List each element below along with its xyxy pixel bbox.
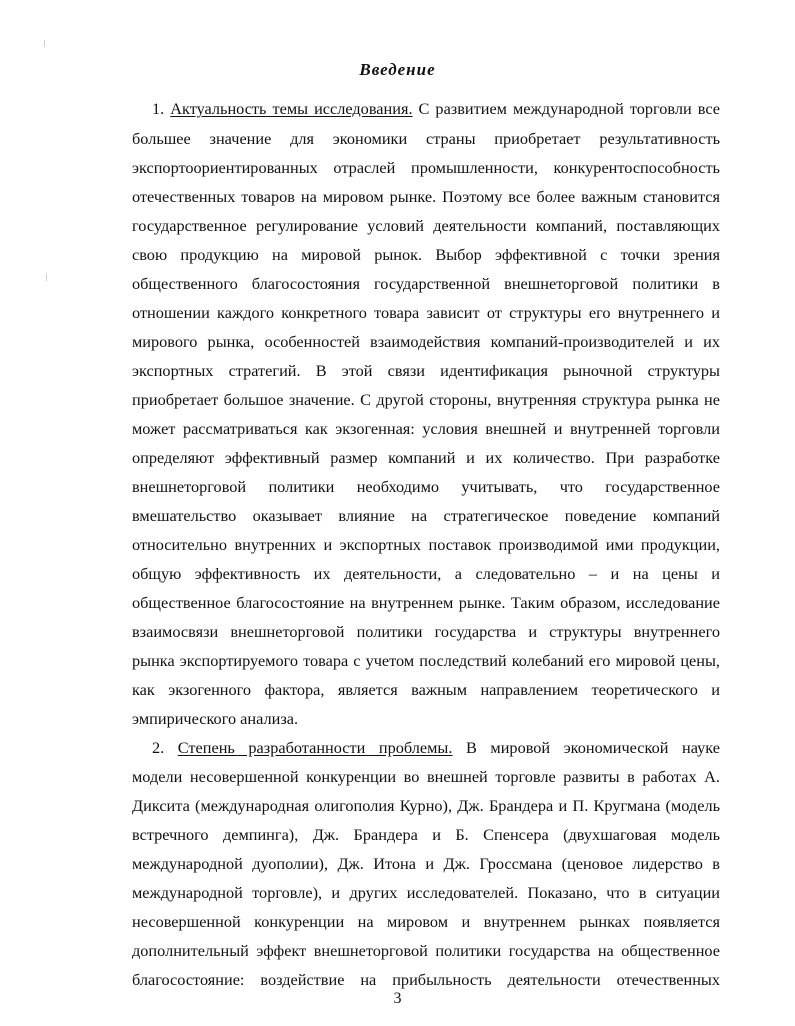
paragraph-line: встречного демпинга), Дж. Брандера и Б. Спенсера (двухшаговая модель (132, 825, 720, 844)
paragraph-line: как экзогенного фактора, является важным направлением теоретического и (132, 680, 720, 699)
paragraph-line: рынка экспортируемого товара с учетом последствий колебаний его мировой цены, (132, 651, 720, 670)
paragraph-line: международной дуополии), Дж. Итона и Дж. Гроссмана (ценовое лидерство в (132, 854, 720, 873)
page-heading: Введение (359, 60, 436, 79)
section-1-number: 1. (152, 99, 165, 118)
paragraph-line: несовершенной конкуренции на мировом и внутреннем рынках появляется (132, 912, 720, 931)
paragraph-line: дополнительный эффект внешнеторговой политики государства на общественное (132, 941, 720, 960)
paragraph-line: общественного благосостояния государственной внешнеторговой политики в (132, 274, 720, 293)
paragraph-line: свою продукцию на мировой рынок. Выбор эффективной с точки зрения (132, 245, 720, 264)
paragraph-line: общую эффективность их деятельности, а следовательно – и на цены и (132, 564, 720, 583)
section-2-text: В мировой экономической науке (466, 738, 720, 757)
section-2-first-line (152, 733, 720, 762)
section-1-title: Актуальность темы исследования. (170, 99, 413, 118)
paragraph-line: может рассматриваться как экзогенная: условия внешней и внутренней торговли (132, 419, 720, 438)
paragraph-line: Диксита (международная олигополия Курно), Дж. Брандера и П. Кругмана (модель (132, 796, 720, 815)
paragraph-line: вмешательство оказывает влияние на стратегическое поведение компаний (132, 506, 720, 525)
paragraph-line: эмпирического анализа. (132, 709, 299, 728)
section-2-title: Степень разработанности проблемы. (177, 738, 453, 757)
paragraph-line: экспортоориентированных отраслей промышленности, конкурентоспособность (132, 158, 720, 177)
section-1-first-line (152, 94, 720, 123)
paragraph-line: внешнеторговой политики необходимо учитывать, что государственное (132, 477, 720, 496)
scan-margin-mark (44, 40, 45, 47)
paragraph-line: общественное благосостояние на внутреннем рынке. Таким образом, исследование (132, 593, 720, 612)
paragraph-line: взаимосвязи внешнеторговой политики государства и структуры внутреннего (132, 622, 720, 641)
paragraph-line: отношении каждого конкретного товара зависит от структуры его внутреннего и (132, 303, 720, 322)
section-1-text: С развитием международной торговли все (418, 99, 720, 118)
paragraph-line: благосостояние: воздействие на прибыльность деятельности отечественных (132, 970, 720, 989)
paragraph-line: модели несовершенной конкуренции во внешней торговле развиты в работах А. (132, 767, 720, 786)
section-2-number: 2. (152, 738, 165, 757)
paragraph-line: отечественных товаров на мировом рынке. Поэтому все более важным становится (132, 187, 720, 206)
paragraph-line: относительно внутренних и экспортных поставок производимой ими продукции, (132, 535, 720, 554)
paragraph-line: государственное регулирование условий деятельности компаний, поставляющих (132, 216, 720, 235)
scan-margin-mark (46, 274, 47, 281)
paragraph-line: международной торговле), и других исследователей. Показано, что в ситуации (132, 883, 720, 902)
paragraph-line: экспортных стратегий. В этой связи идентификация рыночной структуры (132, 361, 720, 380)
paragraph-line: большее значение для экономики страны приобретает результативность (132, 129, 720, 148)
paragraph-line: приобретает большое значение. С другой стороны, внутренняя структура рынка не (132, 390, 720, 409)
paragraph-line: определяют эффективный размер компаний и их количество. При разработке (132, 448, 720, 467)
page-number: 3 (393, 990, 402, 1007)
paragraph-line: мирового рынка, особенностей взаимодействия компаний-производителей и их (132, 332, 720, 351)
